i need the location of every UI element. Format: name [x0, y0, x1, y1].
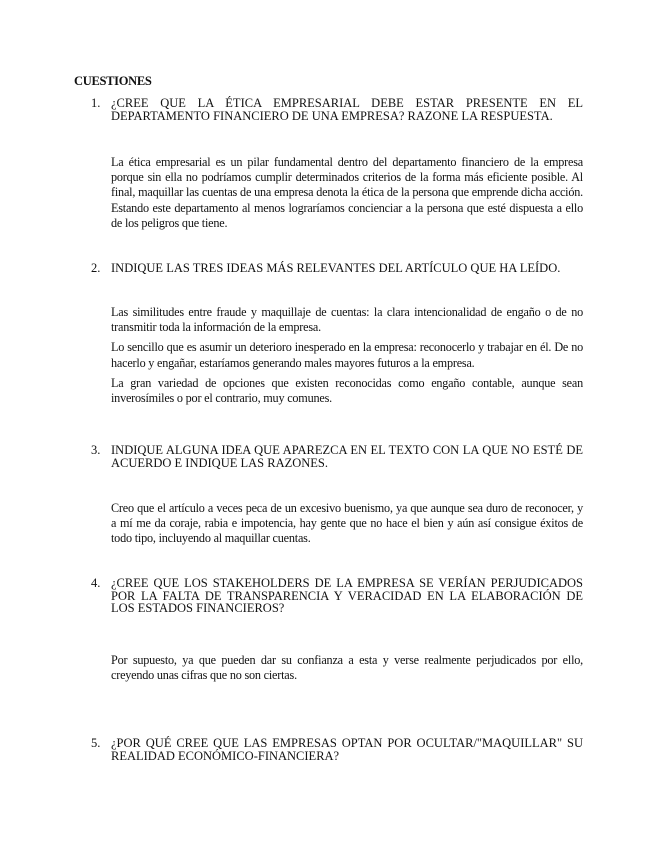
answer-paragraph: Las similitudes entre fraude y maquillaje de cuentas: la clara intencionalidad de engaño o de no transmitir toda la información de la empresa.	[111, 305, 583, 335]
question-text: ¿POR QUÉ CREE QUE LAS EMPRESAS OPTAN POR OCULTAR/"MAQUILLAR" SU REALIDAD ECONÓMICO-FINANCIERA?	[111, 736, 583, 763]
question-1	[91, 97, 583, 122]
question-number: 5.	[91, 736, 101, 750]
question-text: ¿CREE QUE LOS STAKEHOLDERS DE LA EMPRESA SE VERÍAN PERJUDICADOS POR LA FALTA DE TRANSPARENCIA Y VERACIDAD EN LA ELABORACIÓN DE LOS ESTADOS FINANCIEROS?	[111, 576, 583, 616]
question-number: 2.	[91, 261, 101, 275]
question-number: 3.	[91, 443, 101, 457]
answer-paragraph: La ética empresarial es un pilar fundamental dentro del departamento financiero de la empresa porque sin ella no podríamos cumplir determinados criterios de la forma más eficiente posible. Al final, maquillar las cuentas de una empresa denota la ética de la persona que emprende dicha acción. Estando este departamento al menos lograríamos concienciar a la persona que esté dispuesta a ello de los peligros que tiene.	[111, 155, 583, 230]
question-text: INDIQUE ALGUNA IDEA QUE APAREZCA EN EL TEXTO CON LA QUE NO ESTÉ DE ACUERDO E INDIQUE LAS RAZONES.	[111, 443, 583, 470]
answer-paragraph: La gran variedad de opciones que existen reconocidas como engaño contable, aunque sean inverosímiles o por el contrario, muy comunes.	[111, 375, 583, 406]
section-heading: CUESTIONES	[74, 74, 152, 88]
answer-4	[111, 653, 583, 683]
question-4	[91, 577, 583, 615]
question-number: 4.	[91, 576, 101, 590]
question-text: INDIQUE LAS TRES IDEAS MÁS RELEVANTES DEL ARTÍCULO QUE HA LEÍDO.	[111, 261, 561, 275]
answer-paragraph: Creo que el artículo a veces peca de un excesivo buenismo, ya que aunque sea duro de reconocer, y a mí me da coraje, rabia e impotencia, hay gente que no hace el bien y aún así consigue éxitos de todo tipo, incluyendo al maquillar cuentas.	[111, 501, 583, 546]
answer-1	[111, 155, 583, 231]
question-3	[91, 444, 583, 469]
answer-paragraph: Lo sencillo que es asumir un deterioro inesperado en la empresa: reconocerlo y trabajar en él. De no hacerlo y engañar, estaríamos generando males mayores futuros a la empresa.	[111, 340, 583, 370]
answer-2	[111, 305, 583, 406]
answer-3	[111, 501, 583, 547]
question-number: 1.	[91, 96, 101, 110]
answer-paragraph: Por supuesto, ya que pueden dar su confianza a esta y verse realmente perjudicados por ello, creyendo unas cifras que no son ciertas.	[111, 653, 583, 683]
question-5	[91, 737, 583, 762]
question-2	[91, 262, 583, 275]
question-text: ¿CREE QUE LA ÉTICA EMPRESARIAL DEBE ESTAR PRESENTE EN EL DEPARTAMENTO FINANCIERO DE UNA EMPRESA? RAZONE LA RESPUESTA.	[111, 96, 583, 123]
